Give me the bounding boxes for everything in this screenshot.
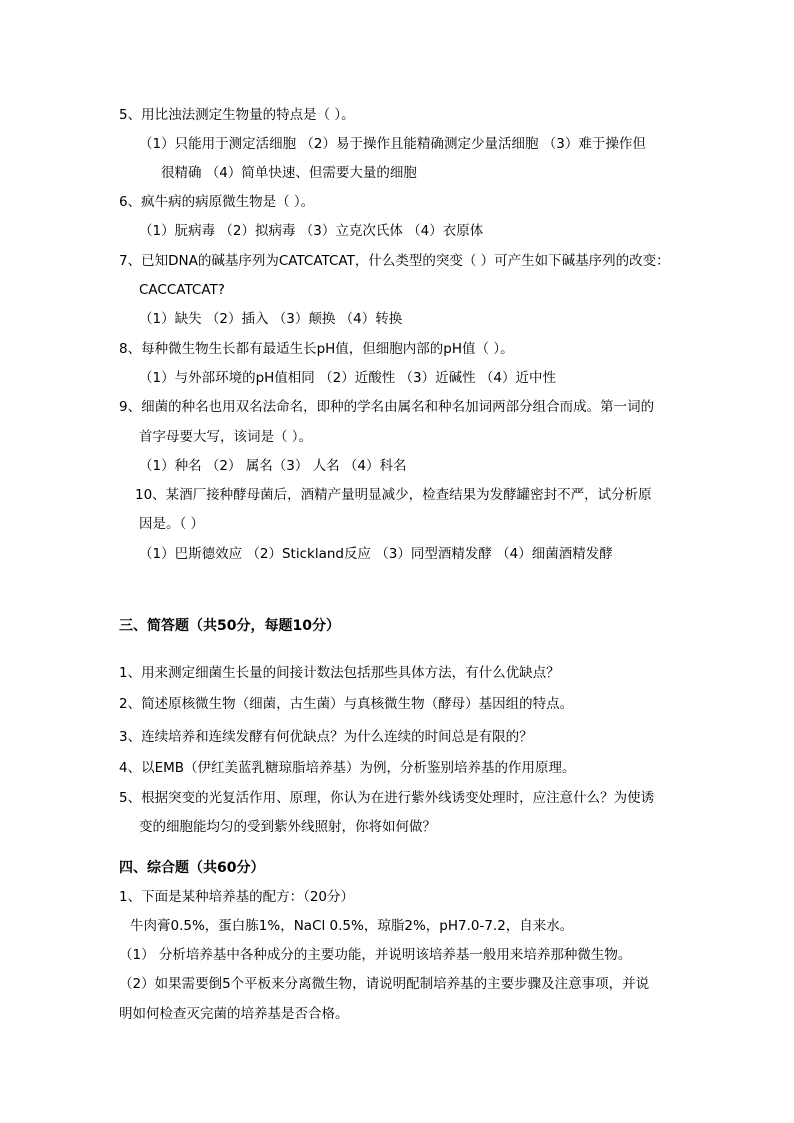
- short-answer-q4: 4、以EMB（伊红美蓝乳糖琼脂培养基）为例，分析鉴别培养基的作用原理。: [119, 760, 576, 776]
- question-7-stem: 7、已知DNA的碱基序列为CATCATCAT，什么类型的突变（ ）可产生如下碱基序列的改变：: [119, 253, 670, 269]
- short-answer-q1: 1、用来测定细菌生长量的间接计数法包括那些具体方法，有什么优缺点？: [119, 665, 560, 681]
- short-answer-q3: 3、连续培养和连续发酵有何优缺点？为什么连续的时间总是有限的？: [119, 729, 533, 745]
- question-7-stem-cont: CACCATCAT?: [139, 282, 225, 298]
- question-9-stem-cont: 首字母要大写，该词是（ ）。: [139, 429, 313, 445]
- comprehensive-q1-stem: 1、下面是某种培养基的配方：（20分）: [119, 889, 355, 905]
- question-10-options: （1）巴斯德效应 （2）Stickland反应 （3）同型酒精发酵 （4）细菌酒精发酵: [139, 546, 613, 562]
- question-10-stem-cont: 因是。（ ）: [139, 516, 205, 532]
- comprehensive-heading: 四、综合题（共60分）: [119, 860, 265, 876]
- culture-medium-recipe: 牛肉膏0.5%，蛋白胨1%，NaCl 0.5%，琼脂2%，pH7.0-7.2，自来水。: [130, 918, 574, 934]
- comprehensive-q1-part2-cont: 明如何检查灭完菌的培养基是否合格。: [119, 1006, 349, 1022]
- question-8-options: （1）与外部环境的pH值相同 （2）近酸性 （3）近碱性 （4）近中性: [139, 370, 556, 386]
- question-10-stem: 10、某酒厂接种酵母菌后，酒精产量明显减少，检查结果为发酵罐密封不严，试分析原: [135, 487, 652, 503]
- question-5-stem: 5、用比浊法测定生物量的特点是（ ）。: [119, 107, 355, 123]
- question-9-stem: 9、细菌的种名也用双名法命名，即种的学名由属名和种名加词两部分组合而成。第一词的: [119, 399, 655, 415]
- question-5-options: （1）只能用于测定活细胞 （2）易于操作且能精确测定少量活细胞 （3）难于操作但: [139, 136, 646, 152]
- question-6-stem: 6、疯牛病的病原微生物是（ ）。: [119, 194, 315, 210]
- question-8-stem: 8、每种微生物生长都有最适生长pH值，但细胞内部的pH值（ ）。: [119, 341, 514, 357]
- question-9-options: （1）种名 （2） 属名（3） 人名 （4）科名: [139, 458, 407, 474]
- comprehensive-q1-part2: （2）如果需要倒5个平板来分离微生物，请说明配制培养基的主要步骤及注意事项，并说: [119, 976, 650, 992]
- short-answer-heading: 三、简答题（共50分，每题10分）: [119, 618, 340, 634]
- question-6-options: （1）朊病毒 （2）拟病毒 （3）立克次氏体 （4）衣原体: [139, 223, 484, 239]
- comprehensive-q1-part1: （1） 分析培养基中各种成分的主要功能，并说明该培养基一般用来培养那种微生物。: [119, 947, 632, 963]
- question-7-options: （1）缺失 （2）插入 （3）颠换 （4）转换: [139, 311, 403, 327]
- question-5-options-cont: 很精确 （4）简单快速、但需要大量的细胞: [161, 165, 417, 181]
- short-answer-q5-cont: 变的细胞能均匀的受到紫外线照射，你将如何做？: [139, 819, 436, 835]
- short-answer-q2: 2、简述原核微生物（细菌，古生菌）与真核微生物（酵母）基因组的特点。: [119, 696, 574, 712]
- short-answer-q5: 5、根据突变的光复活作用、原理，你认为在进行紫外线诱变处理时，应注意什么？为使诱: [119, 790, 655, 806]
